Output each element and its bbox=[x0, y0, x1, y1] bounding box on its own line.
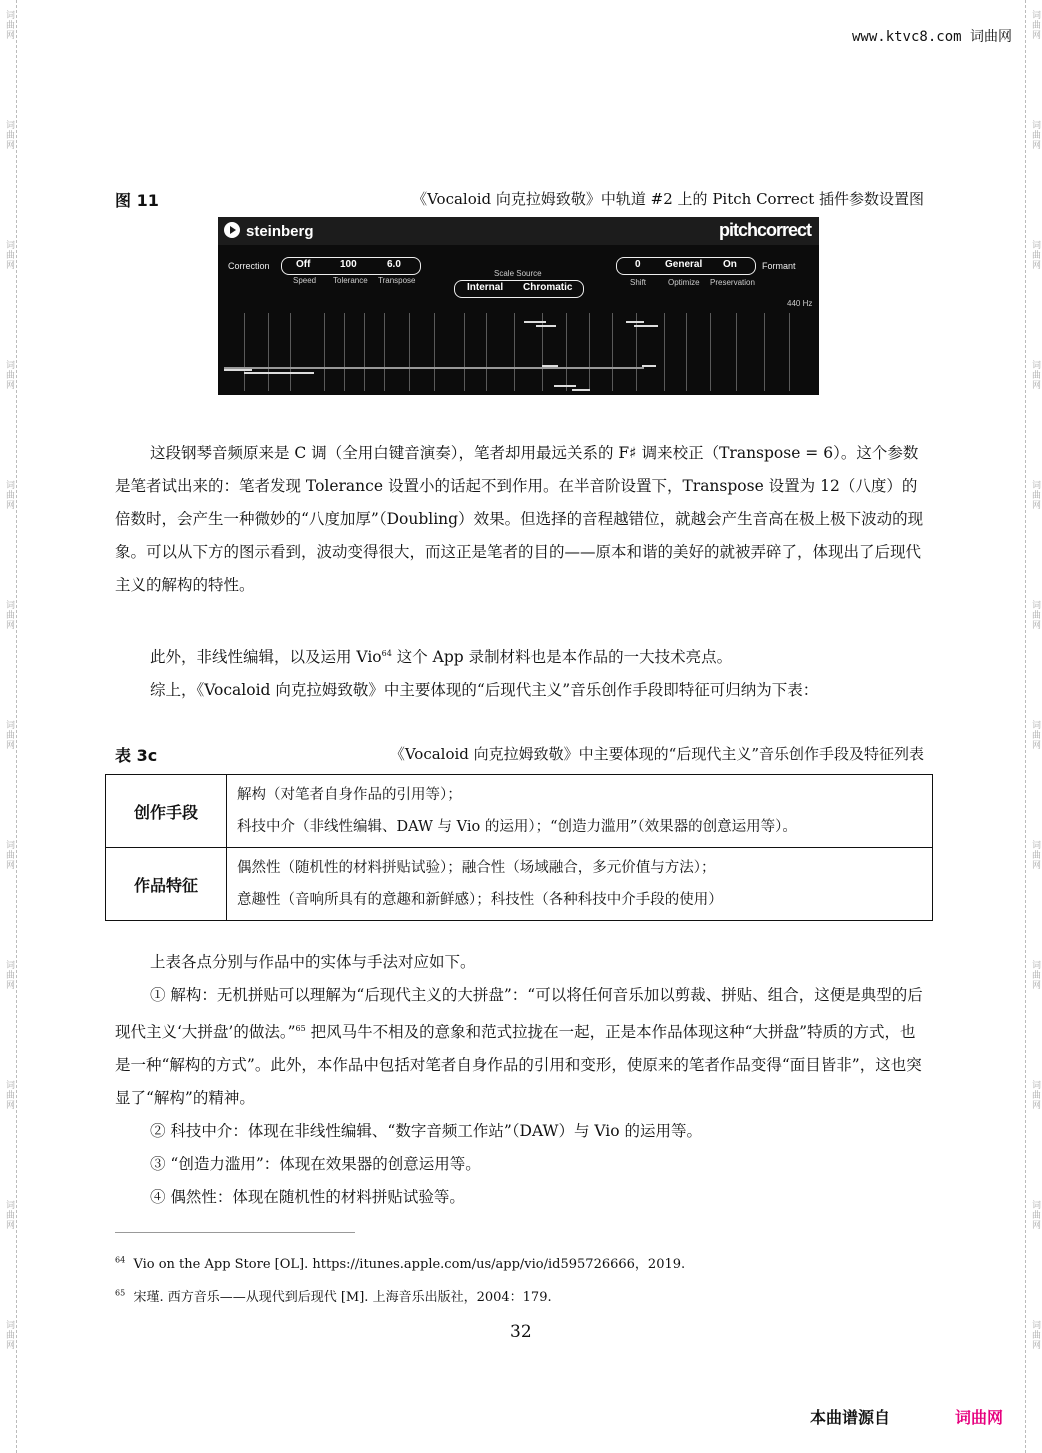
formant-label: Formant bbox=[762, 261, 796, 271]
paragraph-7: ③ “创造力滥用”：体现在效果器的创意运用等。 bbox=[150, 1155, 481, 1174]
row-content-features bbox=[227, 848, 933, 921]
side-watermark-left: 词曲网 bbox=[4, 960, 14, 990]
side-watermark-left: 词曲网 bbox=[4, 1200, 14, 1230]
correction-label: Correction bbox=[228, 261, 270, 271]
side-watermark-right: 词曲网 bbox=[1030, 360, 1040, 390]
paragraph-3: 综上，《Vocaloid 向克拉姆致敬》中主要体现的“后现代主义”音乐创作手段即特征可归纳为下表： bbox=[150, 681, 819, 700]
table-label: 表 3c bbox=[115, 746, 158, 765]
footer-site-name[interactable]: 词曲网 bbox=[955, 1408, 1004, 1427]
row-head-features: 作品特征 bbox=[106, 848, 227, 921]
pitch-display-grid bbox=[224, 313, 813, 391]
side-watermark-left: 词曲网 bbox=[4, 240, 14, 270]
cell-line: 解构（对笔者自身作品的引用等）； bbox=[237, 787, 462, 803]
correction-controls[interactable] bbox=[281, 257, 421, 275]
paragraph-5-text-end: 把风马牛不相及的意象和范式拉拢在一起，正是本作品体现这种“大拼盘”特质的方式，也是一种“解构的方式”。此外，本作品中包括对笔者自身作品的引用和变形，使原来的笔者作品变得“面目皆非”，这也突显了“解构”的精神。 bbox=[115, 1023, 922, 1108]
footnote-ref-65[interactable]: 65 bbox=[295, 1024, 306, 1033]
left-margin-strip bbox=[0, 0, 17, 1453]
side-watermark-left: 词曲网 bbox=[4, 720, 14, 750]
table-row bbox=[106, 775, 933, 848]
side-watermark-right: 词曲网 bbox=[1030, 240, 1040, 270]
side-watermark-left: 词曲网 bbox=[4, 840, 14, 870]
body-section-1 bbox=[115, 437, 927, 602]
reference-frequency: 440 Hz bbox=[787, 299, 813, 308]
tolerance-value: 100 bbox=[340, 259, 357, 270]
footnote-text: 宋瑾. 西方音乐——从现代到后现代 [M]. 上海音乐出版社，2004：179. bbox=[133, 1290, 552, 1305]
preservation-label: Preservation bbox=[710, 278, 755, 287]
paragraph-5-text: ① 解构：无机拼贴可以理解为“后现代主义的大拼盘”：“可以将任何音乐加以剪裁、拼贴、组合，这便是典型的后现代主义‘大拼盘’的做法。” bbox=[115, 986, 923, 1042]
paragraph-4: 上表各点分别与作品中的实体与手法对应如下。 bbox=[150, 953, 476, 971]
table-row bbox=[106, 848, 933, 921]
paragraph-1: 这段钢琴音频原来是 C 调（全用白键音演奏），笔者却用最远关系的 F♯ 调来校正（Transpose = 6）。这个参数是笔者试出来的：笔者发现 Tolerance 设置小的话起不到作用。在半音阶设置下，Transpose 设置为 12（八度）的倍数时，会产生一种微妙的“八度加厚”（Doubling）效果。但选择的音程越错位，就越会产生音高在极上极下波动的现象。可以从下方的图示看到，波动变得很大，而这正是笔者的目的——原本和谐的美好的就被弄碎了，体现出了后现代主义的解构的特性。 bbox=[115, 444, 924, 594]
plugin-name: pitchcorrect bbox=[718, 220, 811, 240]
steinberg-logo-icon bbox=[224, 222, 240, 238]
scale-source-label: Scale Source bbox=[494, 269, 542, 278]
optimize-label: Optimize bbox=[668, 278, 700, 287]
side-watermark-left: 词曲网 bbox=[4, 360, 14, 390]
footnote-64 bbox=[115, 1253, 685, 1272]
side-watermark-right: 词曲网 bbox=[1030, 840, 1040, 870]
paragraph-2-text: 此外，非线性编辑，以及运用 Vio bbox=[150, 648, 382, 667]
tolerance-label: Tolerance bbox=[333, 276, 368, 285]
footer-source-label: 本曲谱源自 bbox=[810, 1408, 891, 1427]
side-watermark-right: 词曲网 bbox=[1030, 1200, 1040, 1230]
side-watermark-left: 词曲网 bbox=[4, 600, 14, 630]
row-head-methods: 创作手段 bbox=[106, 775, 227, 848]
plugin-brand: steinberg bbox=[246, 223, 314, 240]
body-section-2 bbox=[115, 637, 927, 707]
cell-line: 偶然性（随机性的材料拼贴试验）；融合性（场域融合，多元价值与方法）； bbox=[237, 860, 716, 876]
side-watermark-right: 词曲网 bbox=[1030, 120, 1040, 150]
formant-controls[interactable] bbox=[616, 257, 756, 275]
paragraph-2-text-end: 这个 App 录制材料也是本作品的一大技术亮点。 bbox=[391, 648, 733, 667]
transpose-label: Transpose bbox=[378, 276, 416, 285]
side-watermark-left: 词曲网 bbox=[4, 120, 14, 150]
side-watermark-left: 词曲网 bbox=[4, 10, 14, 40]
header-site-url: www.ktvc8.com 词曲网 bbox=[851, 29, 1012, 45]
speed-label: Speed bbox=[293, 276, 317, 285]
row-content-methods bbox=[227, 775, 933, 848]
side-watermark-left: 词曲网 bbox=[4, 1320, 14, 1350]
plugin-title-bar bbox=[218, 217, 819, 245]
body-section-3 bbox=[115, 946, 927, 1214]
transpose-value: 6.0 bbox=[387, 259, 401, 270]
side-watermark-right: 词曲网 bbox=[1030, 10, 1040, 40]
footnote-ref-64[interactable]: 64 bbox=[381, 649, 392, 658]
formant-shift-value: 0 bbox=[635, 259, 641, 270]
side-watermark-right: 词曲网 bbox=[1030, 960, 1040, 990]
cell-line: 意趣性（音响所具有的意趣和新鲜感）；科技性（各种科技中介手段的使用） bbox=[237, 892, 723, 908]
footnote-text[interactable]: Vio on the App Store [OL]. https://itunes.apple.com/us/app/vio/id595726666，2019. bbox=[133, 1257, 686, 1272]
formant-optimize-value: General bbox=[665, 259, 703, 270]
side-watermark-right: 词曲网 bbox=[1030, 600, 1040, 630]
paragraph-2 bbox=[115, 637, 927, 674]
shift-label: Shift bbox=[630, 278, 647, 287]
paragraph-6: ② 科技中介：体现在非线性编辑、“数字音频工作站”（DAW）与 Vio 的运用等。 bbox=[150, 1122, 703, 1141]
side-watermark-left: 词曲网 bbox=[4, 1080, 14, 1110]
side-watermark-right: 词曲网 bbox=[1030, 1080, 1040, 1110]
footnote-number: 64 bbox=[115, 1255, 126, 1265]
figure-label: 图 11 bbox=[115, 191, 159, 210]
footnote-divider bbox=[115, 1232, 355, 1233]
summary-table bbox=[105, 774, 933, 921]
side-watermark-left: 词曲网 bbox=[4, 480, 14, 510]
side-watermark-right: 词曲网 bbox=[1030, 480, 1040, 510]
side-watermark-right: 词曲网 bbox=[1030, 720, 1040, 750]
paragraph-8: ④ 偶然性：体现在随机性的材料拼贴试验等。 bbox=[150, 1188, 465, 1207]
scale-chromatic: Chromatic bbox=[523, 282, 573, 293]
page-number: 32 bbox=[510, 1322, 532, 1342]
table-caption: 《Vocaloid 向克拉姆致敬》中主要体现的“后现代主义”音乐创作手段及特征列表 bbox=[389, 745, 924, 763]
paragraph-5 bbox=[115, 979, 927, 1115]
figure-caption: 《Vocaloid 向克拉姆致敬》中轨道 #2 上的 Pitch Correct 插件参数设置图 bbox=[412, 190, 924, 208]
side-watermark-right: 词曲网 bbox=[1030, 1320, 1040, 1350]
pitchcorrect-plugin-panel bbox=[218, 217, 819, 395]
scale-internal: Internal bbox=[467, 282, 504, 293]
cell-line: 科技中介（非线性编辑、DAW 与 Vio 的运用）；“创造力滥用”（效果器的创意运用等）。 bbox=[237, 819, 797, 835]
speed-value: Off bbox=[296, 259, 311, 270]
scale-source-controls[interactable] bbox=[454, 280, 584, 298]
footnote-number: 65 bbox=[115, 1288, 126, 1298]
right-margin-strip bbox=[1025, 0, 1042, 1453]
footnote-65 bbox=[115, 1286, 552, 1305]
formant-preservation-value: On bbox=[723, 259, 737, 270]
